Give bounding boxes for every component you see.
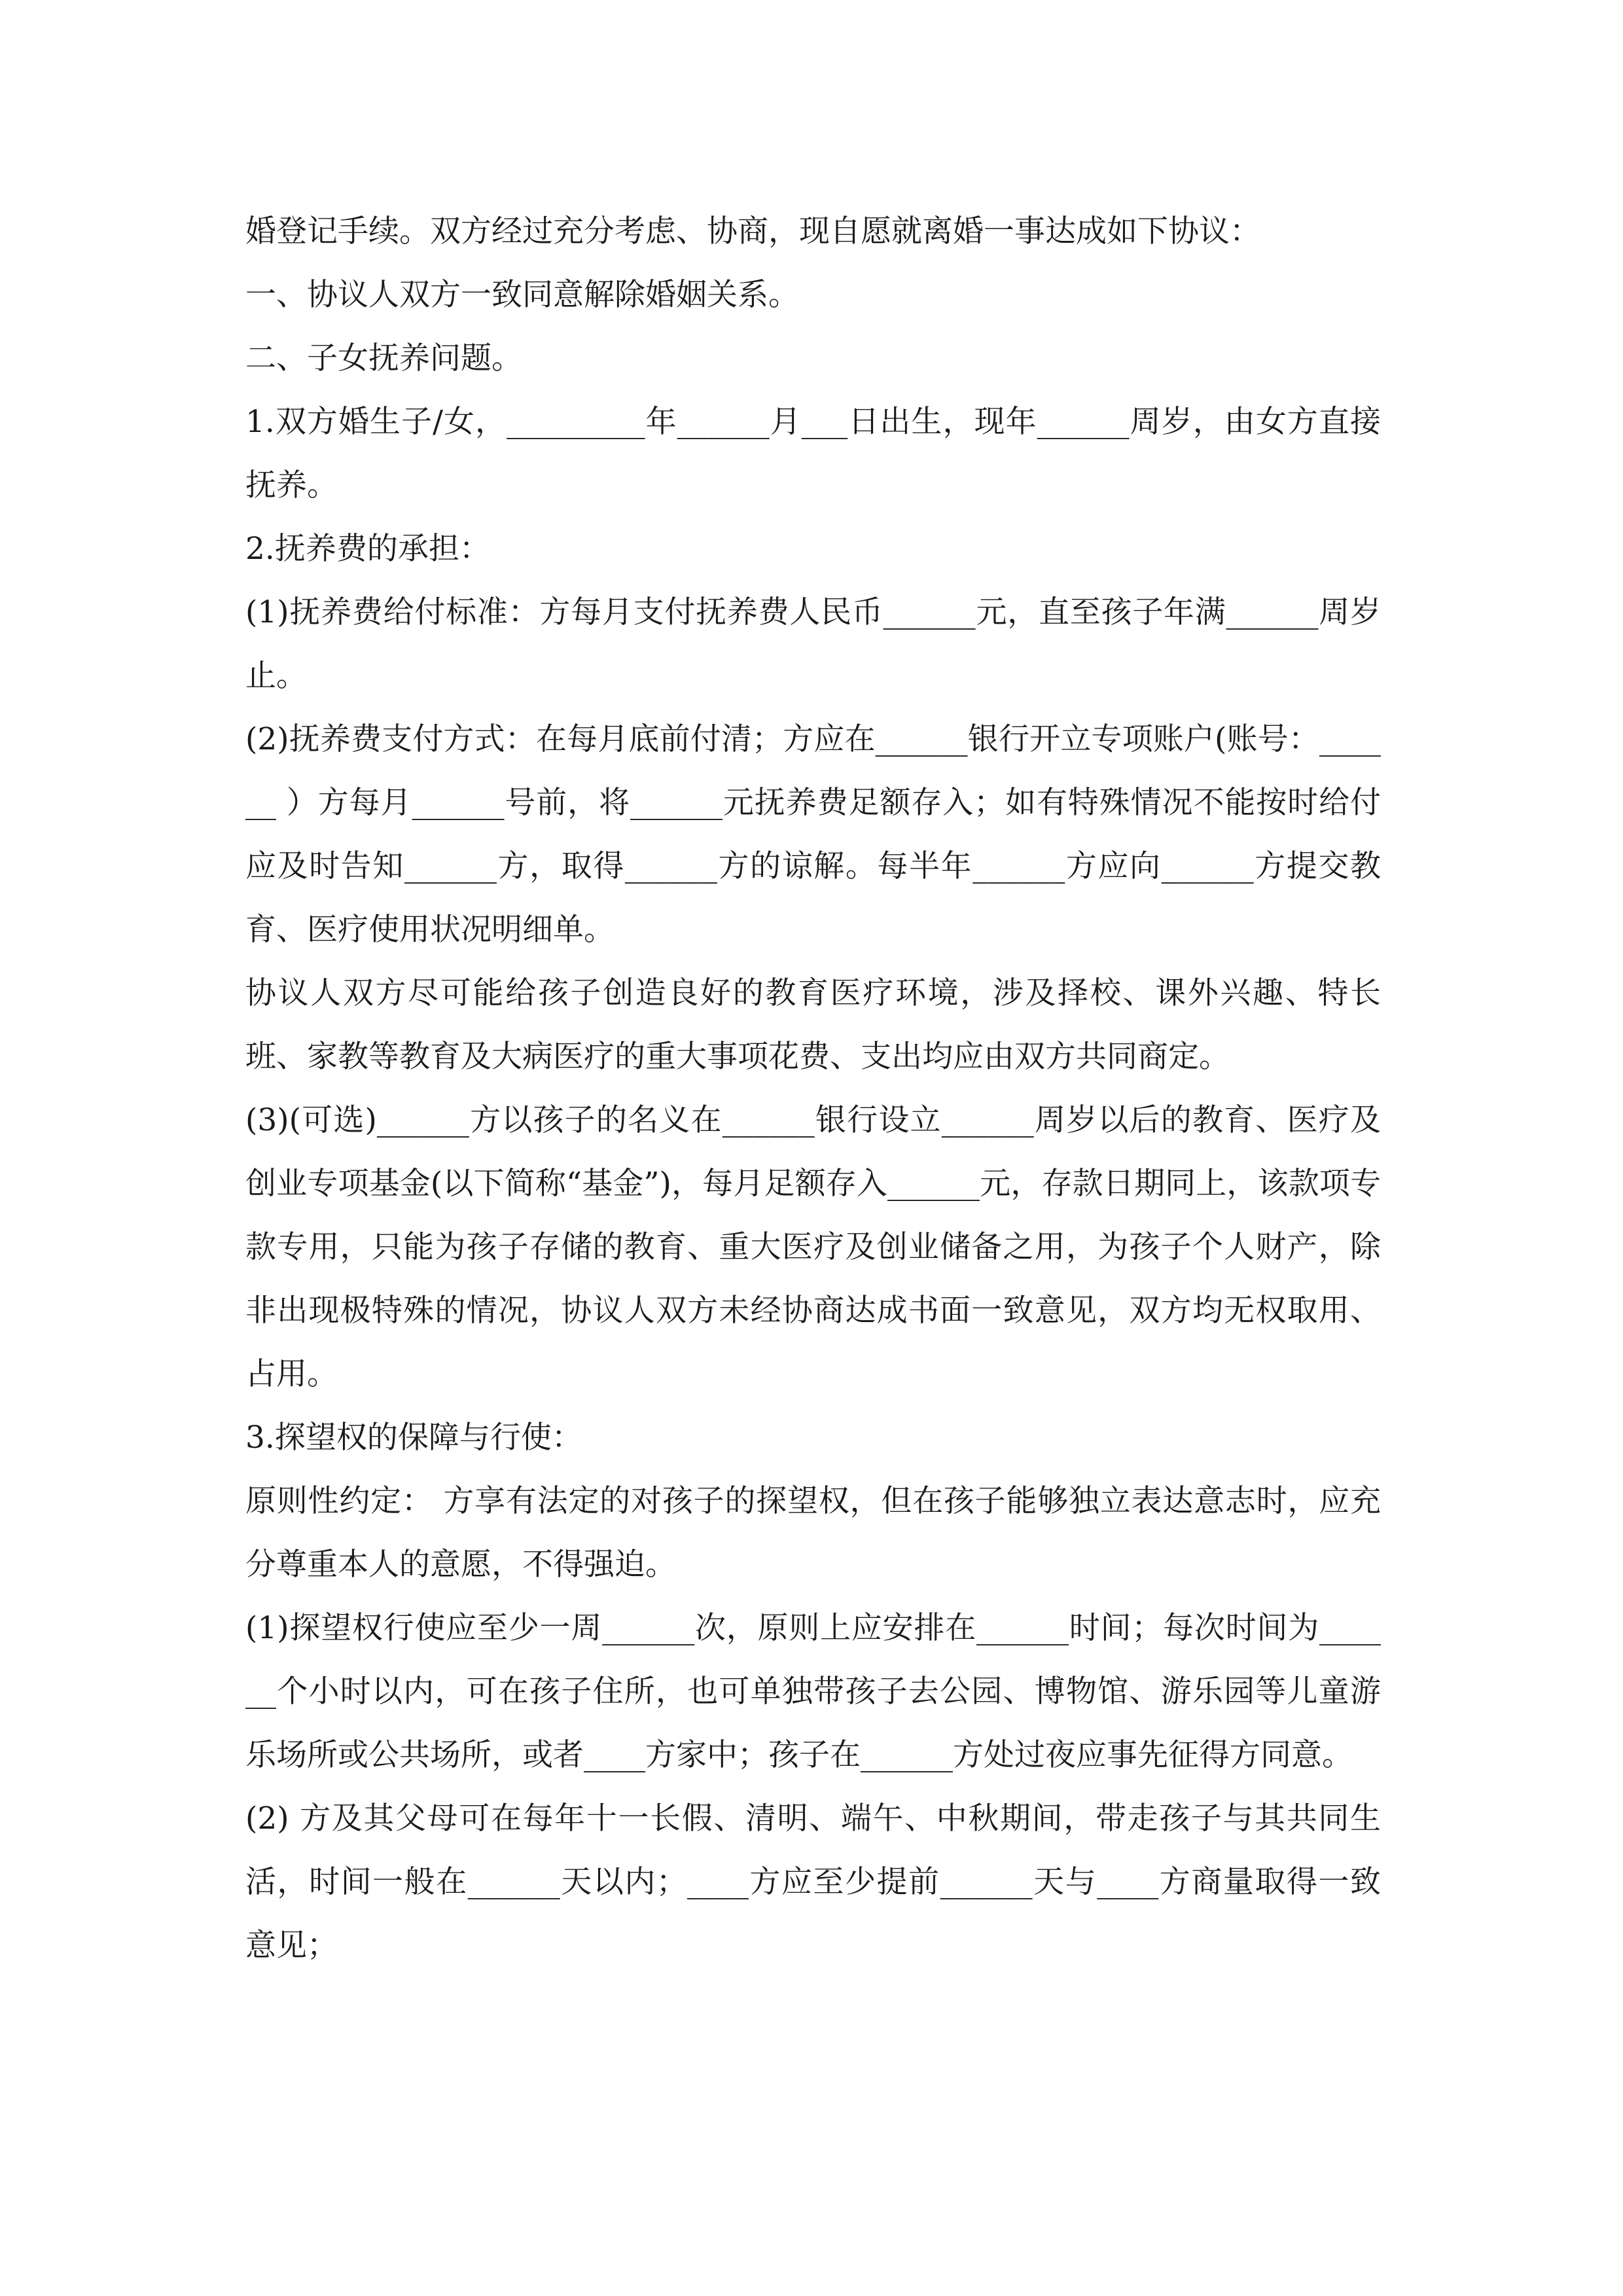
paragraph-special-fund: (3)(可选)______方以孩子的名义在______银行设立______周岁以后的教育、医疗及创业专项基金(以下简称“基金”)，每月足额存入______元，存款日期同上，该款项专款专用，只能为孩子存储的教育、重大医疗及创业储备之用，为孩子个人财产，除非出现极特殊的情况，协议人双方未经协商达成书面一致意见，双方均无权取用、占用。 (245, 1102, 1381, 1392)
document-body (245, 200, 1381, 1977)
paragraph-payment-method: (2)抚养费支付方式：在每月底前付清；方应在______银行开立专项账户(账号：______ ）方每月______号前，将______元抚养费足额存入；如有特殊情况不能按时给付应及时告知______方，取得______方的谅解。每半年______方应向______方提交教育、医疗使用状况明细单。 (245, 721, 1381, 948)
heading-support-cost: 2.抚养费的承担： (245, 531, 490, 567)
paragraph-education-environment: 协议人双方尽可能给孩子创造良好的教育医疗环境，涉及择校、课外兴趣、特长班、家教等教育及大病医疗的重大事项花费、支出均应由双方共同商定。 (245, 975, 1381, 1075)
paragraph-holiday-visitation: (2) 方及其父母可在每年十一长假、清明、端午、中秋期间，带走孩子与其共同生活，时间一般在______天以内；____方应至少提前______天与____方商量取得一致意见； (245, 1801, 1381, 1964)
paragraph-child-birth: 1.双方婚生子/女，_________年______月___日出生，现年______周岁，由女方直接抚养。 (245, 404, 1381, 503)
paragraph-dissolution: 一、协议人双方一致同意解除婚姻关系。 (245, 277, 799, 313)
paragraph-visitation-principle: 原则性约定： 方享有法定的对孩子的探望权，但在孩子能够独立表达意志时，应充分尊重本人的意愿，不得强迫。 (245, 1483, 1381, 1583)
heading-child-custody: 二、子女抚养问题。 (245, 340, 522, 376)
paragraph-support-standard: (1)抚养费给付标准：方每月支付抚养费人民币______元，直至孩子年满______周岁止。 (245, 594, 1381, 694)
paragraph-registration: 婚登记手续。双方经过充分考虑、协商，现自愿就离婚一事达成如下协议： (245, 213, 1260, 249)
paragraph-visitation-frequency: (1)探望权行使应至少一周______次，原则上应安排在______时间；每次时间为______个小时以内，可在孩子住所，也可单独带孩子去公园、博物馆、游乐园等儿童游乐场所或公共场所，或者____方家中；孩子在______方处过夜应事先征得方同意。 (245, 1610, 1381, 1773)
heading-visitation: 3.探望权的保障与行使： (245, 1420, 582, 1456)
